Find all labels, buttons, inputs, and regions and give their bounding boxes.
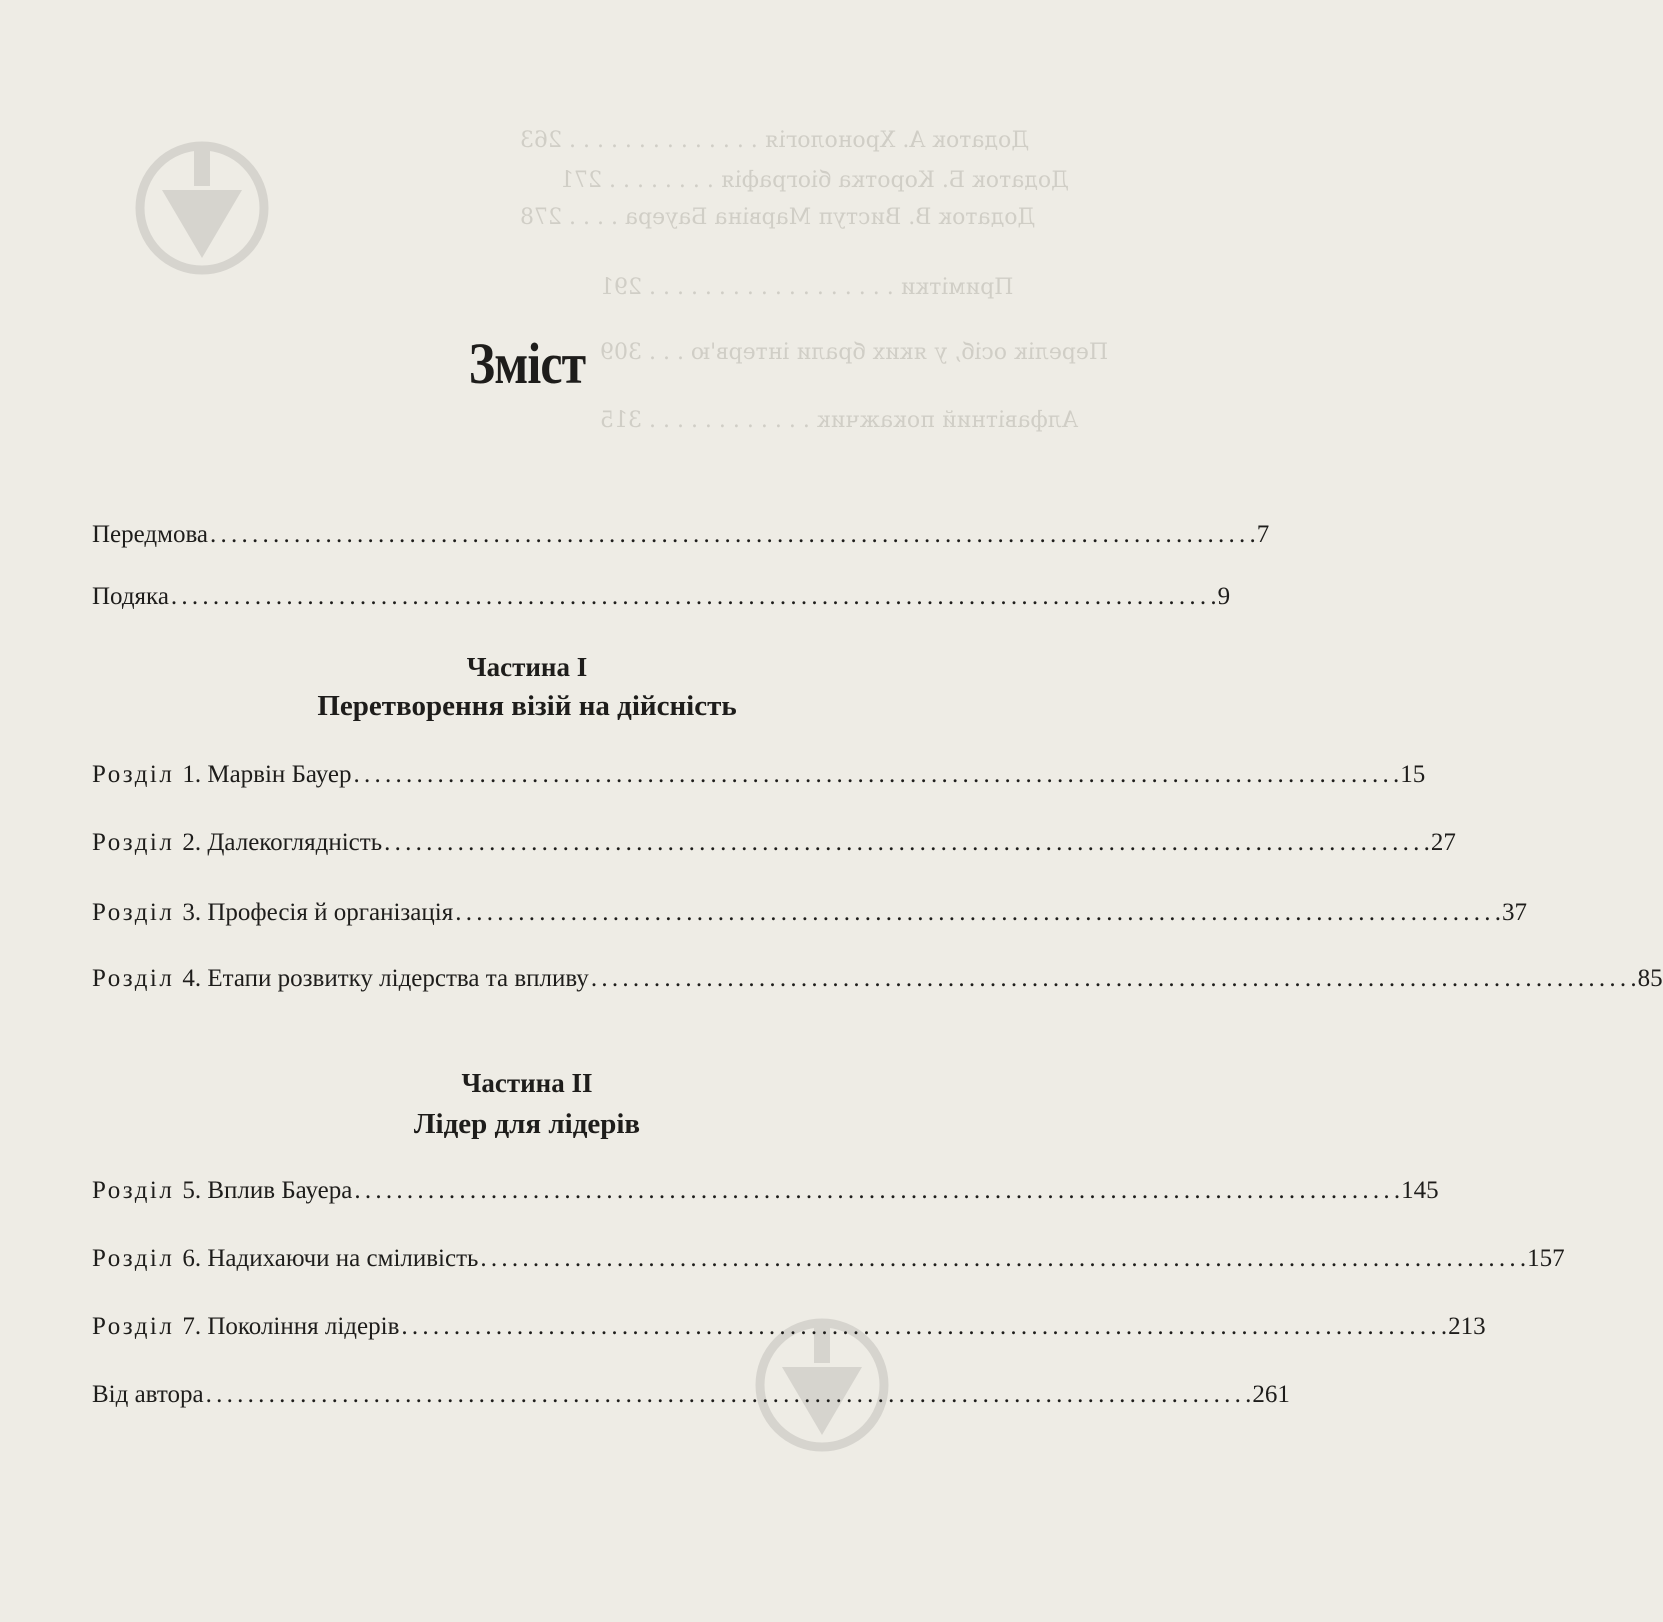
toc-entry-chapter[interactable] <box>92 1312 1486 1342</box>
toc-entry-chapter[interactable] <box>92 1176 1439 1206</box>
toc-entry-acknowledgements[interactable] <box>92 582 1231 612</box>
leader-dots <box>354 760 1399 790</box>
toc-page-number: 9 <box>1217 583 1231 610</box>
toc-page-number: 261 <box>1252 1381 1290 1408</box>
part-title: Лідер для лідерів <box>413 1108 641 1140</box>
toc-entry-label: 4. Етапи розвитку лідерства та впливу <box>182 965 589 992</box>
toc-page-number: 15 <box>1400 761 1426 788</box>
toc-entry-label: 6. Надихаючи на сміливість <box>182 1245 479 1272</box>
section-word: Розділ <box>92 1313 175 1340</box>
toc-entry-label: 3. Професія й організація <box>182 899 454 926</box>
toc-entry-chapter[interactable] <box>92 1244 1565 1274</box>
toc-entry-label: Від автора <box>92 1381 204 1408</box>
bleed-through-text: Додаток A. Хронологія . . . . . . . . . . . . . . 263 Додаток Б. Коротка біографія . . . . . . . . 271 Додаток В. Виступ Марвіна Бауера . . . . 278 Примітки . . . . . . . . . . . . . . . . . . 291 Перелік осіб, у яких брали інтерв'ю . . . 309 Алфавітний покажчик . . . . . . . . . . . . 315 <box>520 128 1109 433</box>
toc-entry-chapter[interactable] <box>92 828 1456 858</box>
toc-page-number: 213 <box>1448 1313 1486 1340</box>
toc-page-number: 27 <box>1430 829 1456 856</box>
leader-dots <box>171 582 1216 612</box>
section-word: Розділ <box>92 1177 175 1204</box>
toc-entry-chapter[interactable] <box>92 898 1527 928</box>
toc-page-number: 157 <box>1527 1245 1565 1272</box>
leader-dots <box>384 828 1429 858</box>
toc-entry-from-author[interactable] <box>92 1380 1290 1410</box>
section-word: Розділ <box>92 899 175 926</box>
toc-entry-label: Подяка <box>92 583 169 610</box>
part-title: Перетворення візій на дійсність <box>317 690 737 722</box>
leader-dots <box>480 1244 1525 1274</box>
toc-page-number: 7 <box>1256 521 1270 548</box>
toc-entry-label: 2. Далекоглядність <box>182 829 383 856</box>
toc-page-number: 37 <box>1501 899 1527 926</box>
page-title: Зміст <box>468 331 586 396</box>
leader-dots <box>210 520 1255 550</box>
toc-entry-label: 7. Покоління лідерів <box>182 1313 400 1340</box>
section-word: Розділ <box>92 829 175 856</box>
toc-entry-label: Передмова <box>92 521 209 548</box>
section-word: Розділ <box>92 1245 175 1272</box>
toc-entry-foreword[interactable] <box>92 520 1270 550</box>
toc-entry-chapter[interactable] <box>92 964 1663 994</box>
leader-dots <box>591 964 1636 994</box>
watermark-logo-icon <box>132 138 272 278</box>
leader-dots <box>401 1312 1446 1342</box>
leader-dots <box>455 898 1500 928</box>
leader-dots <box>206 1380 1251 1410</box>
part-label: Частина ІІ <box>461 1068 593 1098</box>
toc-page-number: 145 <box>1401 1177 1439 1204</box>
leader-dots <box>354 1176 1399 1206</box>
toc-page-number: 85 <box>1637 965 1663 992</box>
part-label: Частина І <box>466 652 588 682</box>
toc-entry-label: 5. Вплив Бауера <box>182 1177 353 1204</box>
toc-entry-chapter[interactable] <box>92 760 1426 790</box>
toc-entry-label: 1. Марвін Бауер <box>182 761 352 788</box>
section-word: Розділ <box>92 965 175 992</box>
section-word: Розділ <box>92 761 175 788</box>
